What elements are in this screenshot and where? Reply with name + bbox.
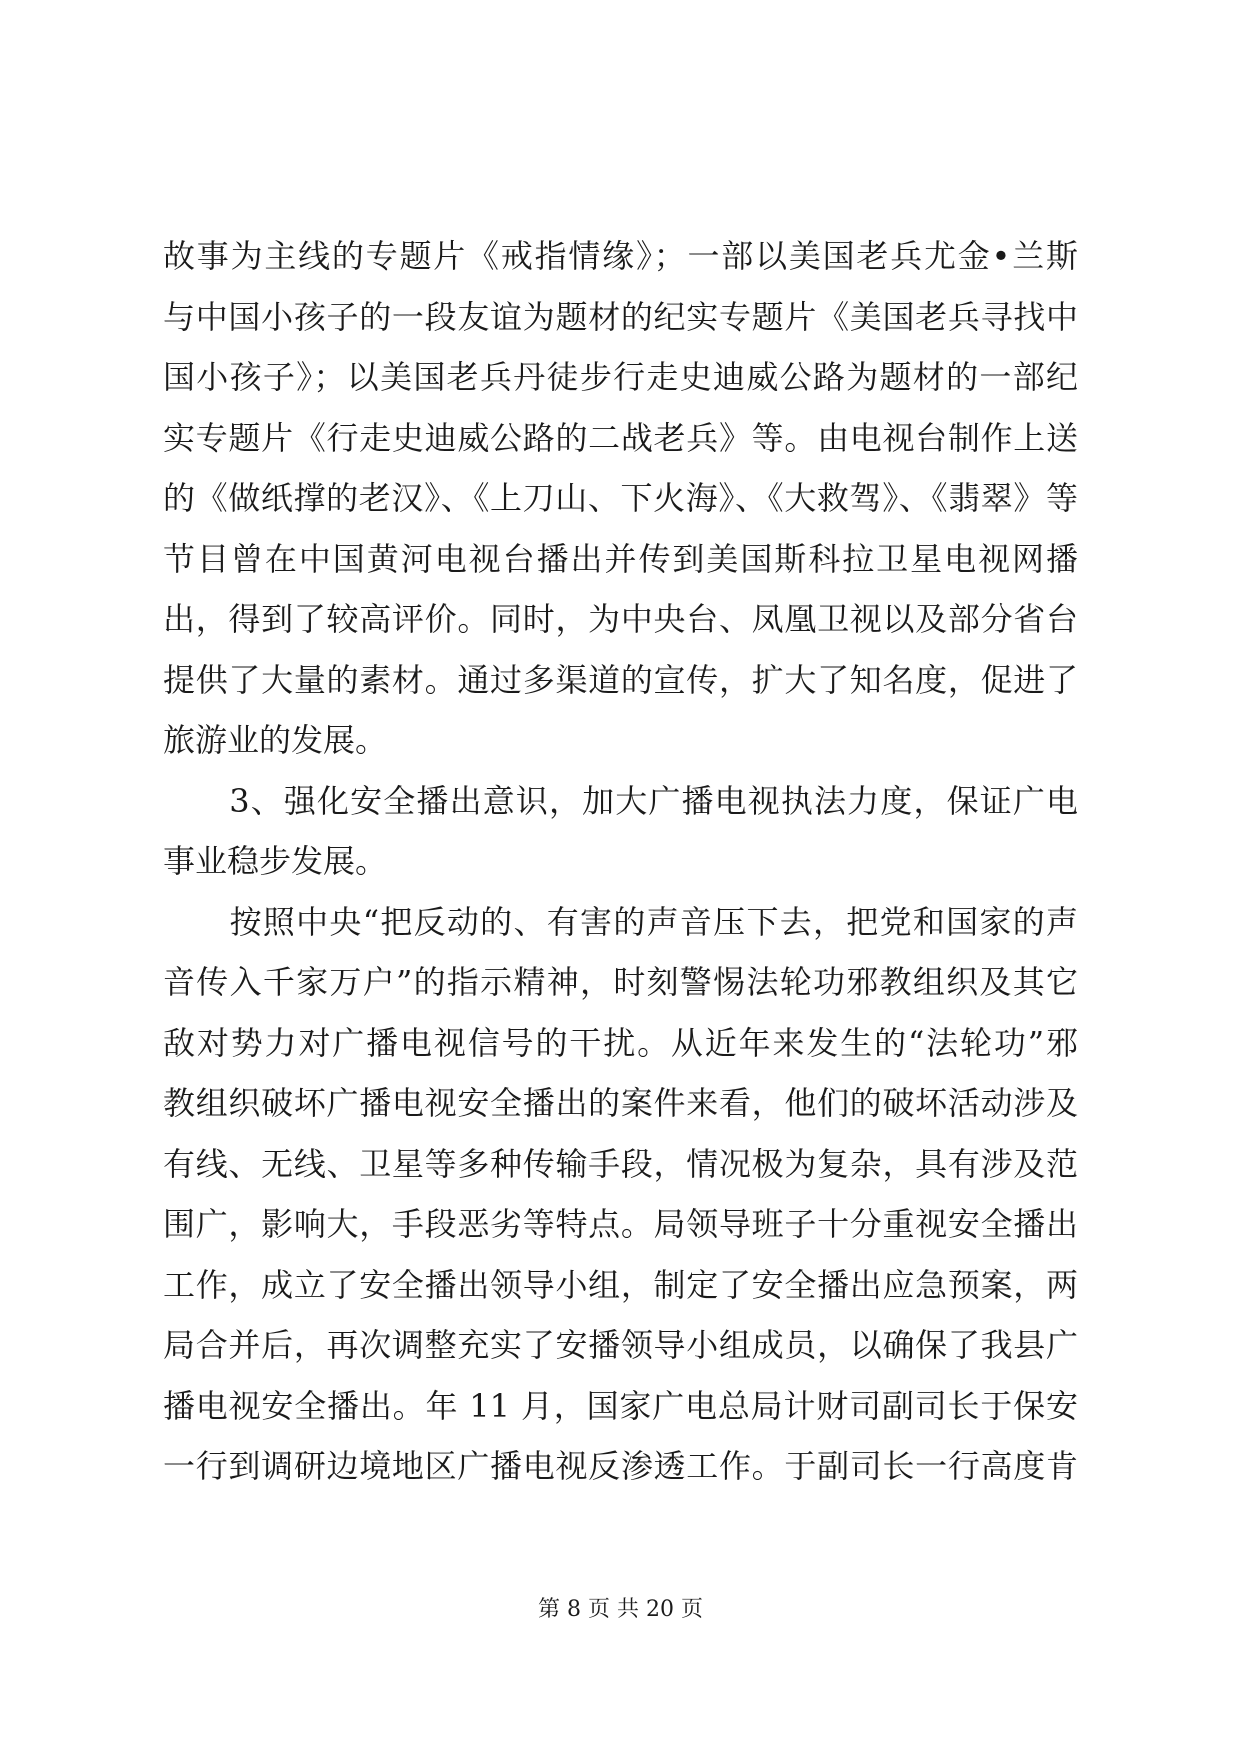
text-line: 出，得到了较高评价。同时，为中央台、凤凰卫视以及部分省台 — [163, 600, 1078, 638]
text-line: 3、强化安全播出意识，加大广播电视执法力度，保证广电 — [163, 781, 1078, 820]
text-line: 的《做纸撑的老汉》、《上刀山、下火海》、《大救驾》、《翡翠》等 — [163, 479, 1078, 517]
body-text — [163, 226, 1078, 1497]
text-line: 故事为主线的专题片《戒指情缘》；一部以美国老兵尤金•兰斯 — [163, 237, 1078, 275]
text-line: 实专题片《行走史迪威公路的二战老兵》等。由电视台制作上送 — [163, 418, 1078, 457]
text-line: 一行到调研边境地区广播电视反渗透工作。于副司长一行高度肯 — [163, 1447, 1078, 1485]
text-line: 与中国小孩子的一段友谊为题材的纪实专题片《美国老兵寻找中 — [163, 297, 1078, 336]
page-footer: 第 8 页 共 20 页 — [538, 1597, 703, 1622]
text-line: 工作，成立了安全播出领导小组，制定了安全播出应急预案，两 — [163, 1265, 1078, 1304]
text-line: 播电视安全播出。年 11 月，国家广电总局计财司副司长于保安 — [163, 1386, 1078, 1425]
text-line: 节目曾在中国黄河电视台播出并传到美国斯科拉卫星电视网播 — [163, 539, 1078, 578]
text-line: 旅游业的发展。 — [163, 721, 388, 759]
text-line: 国小孩子》；以美国老兵丹徒步行走史迪威公路为题材的一部纪 — [163, 358, 1078, 396]
text-line: 音传入千家万户”的指示精神，时刻警惕法轮功邪教组织及其它 — [163, 963, 1078, 1001]
text-line: 事业稳步发展。 — [163, 842, 388, 880]
text-line: 敌对势力对广播电视信号的干扰。从近年来发生的“法轮功”邪 — [163, 1023, 1078, 1062]
text-line: 按照中央“把反动的、有害的声音压下去，把党和国家的声 — [163, 902, 1078, 941]
text-line: 有线、无线、卫星等多种传输手段，情况极为复杂，具有涉及范 — [163, 1144, 1078, 1183]
text-line: 教组织破坏广播电视安全播出的案件来看，他们的破坏活动涉及 — [163, 1084, 1078, 1122]
text-line: 围广，影响大，手段恶劣等特点。局领导班子十分重视安全播出 — [163, 1205, 1078, 1243]
text-line: 提供了大量的素材。通过多渠道的宣传，扩大了知名度，促进了 — [163, 660, 1078, 699]
text-line: 局合并后，再次调整充实了安播领导小组成员，以确保了我县广 — [163, 1326, 1078, 1364]
